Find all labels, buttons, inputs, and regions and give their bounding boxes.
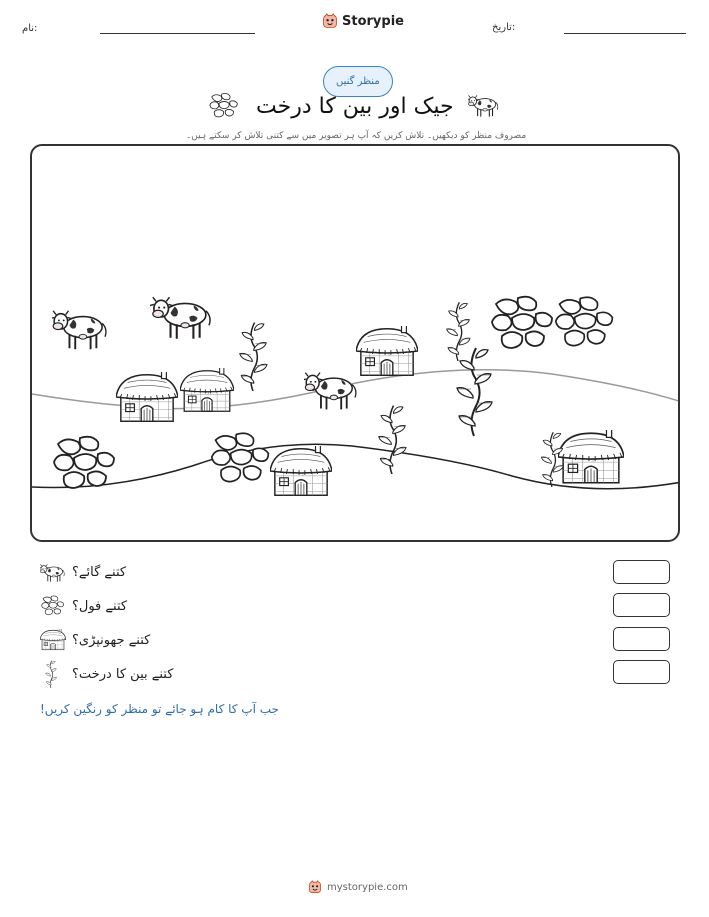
answer-box-beanstalks[interactable] (613, 660, 670, 684)
hut-3 (356, 323, 418, 375)
hut-5 (558, 427, 624, 483)
badge: منظر گنیں (323, 66, 393, 97)
beans-1 (492, 297, 552, 348)
storypie-logo-icon (308, 880, 322, 894)
hut-1 (116, 369, 178, 421)
cow-icon (40, 562, 66, 584)
answer-box-cows[interactable] (613, 560, 670, 584)
date-label: تاریخ: (492, 22, 516, 33)
name-line[interactable] (100, 33, 255, 34)
storypie-logo-icon (322, 13, 338, 29)
questions-list (40, 562, 680, 692)
page-title: جیک اور بین کا درخت (256, 94, 454, 119)
question-huts: کتنے جھونپڑی؟ (72, 633, 151, 648)
coloring-instruction: جب آپ کا کام ہو جائے تو منظر کو رنگین کریں! (40, 702, 279, 716)
beans-icon (208, 92, 240, 120)
hut-icon (40, 629, 66, 651)
question-beanstalks: کتنے بین کا درخت؟ (72, 667, 174, 682)
beans-4 (212, 433, 269, 481)
beans-2 (556, 297, 613, 345)
footer (308, 880, 408, 894)
hut-4 (270, 443, 332, 495)
beanstalk-1 (240, 323, 267, 391)
beanstalk-3 (457, 348, 492, 436)
brand-name: Storypie (342, 13, 404, 29)
beans-3 (54, 437, 114, 488)
scene-illustration (32, 146, 678, 540)
beanstalk-2 (447, 302, 470, 361)
beanstalk-5 (541, 432, 563, 487)
cow-3 (303, 373, 356, 410)
scene-frame (30, 144, 680, 542)
date-line[interactable] (564, 33, 686, 34)
beans-icon (40, 595, 66, 617)
page-subtitle: مصروف منظر کو دیکھیں۔ تلاش کریں کہ آپ ہر تصویر میں سے کتنی تلاش کر سکتے ہیں۔ (186, 131, 527, 141)
cow-2 (150, 297, 210, 339)
answer-box-huts[interactable] (613, 627, 670, 651)
answer-box-beans[interactable] (613, 593, 670, 617)
beanstalk-icon (42, 660, 60, 688)
footer-url[interactable]: mystorypie.com (327, 881, 408, 893)
hut-2 (180, 366, 234, 412)
cow-1 (50, 311, 106, 349)
name-label: نام: (22, 23, 38, 34)
cow-icon (468, 92, 500, 120)
question-cows: کتنے گائے؟ (72, 565, 127, 580)
beanstalk-4 (379, 406, 406, 474)
question-beans: کتنے فول؟ (72, 599, 128, 614)
brand-logo (322, 13, 404, 29)
